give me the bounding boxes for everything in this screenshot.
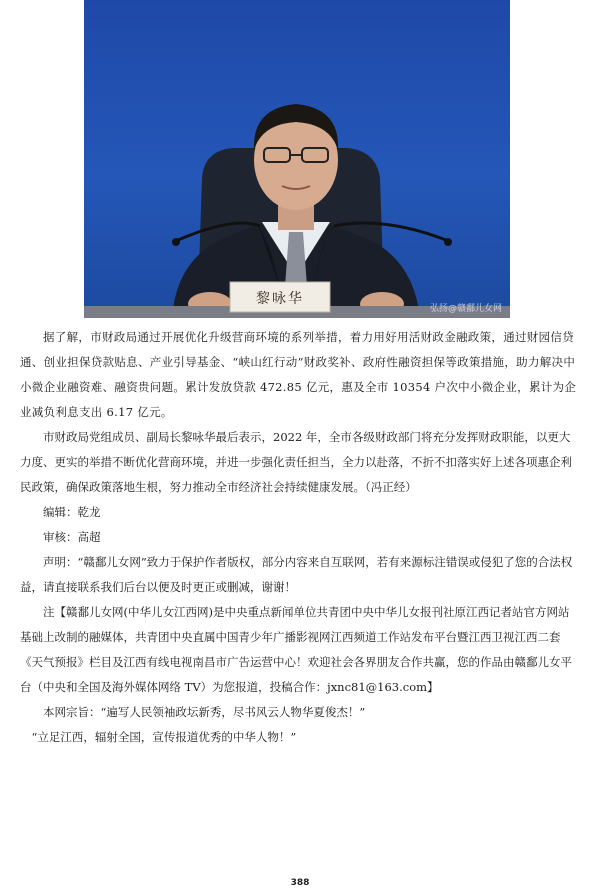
page-number: 388 (290, 878, 310, 888)
editor-line: 编辑：乾龙 (43, 505, 101, 519)
site-note: 注【赣鄱儿女网(中华儿女江西网)是中央重点新闻单位共青团中央中华儿女报刊社原江西记者站官方网站基础上改制的融媒体，共青团中央直属中国青少年广播影视网江西频道工作站发布平台暨江西卫视江西二套《天气预报》栏目及江西有线电视南昌市广告运营中心！欢迎社会各界朋友合作共赢，您的作品由赣鄱儿女平台（中央和全国及海外媒体网络 TV）为您报道，投稿合作：jxnc81@163.com】 (20, 605, 572, 694)
site-tenet: 本网宗旨：“遍写人民领袖政坛新秀，尽书风云人物华夏俊杰！” (43, 705, 366, 719)
reviewer-line: 审核：高超 (43, 530, 101, 544)
paragraph-closing: 市财政局党组成员、副局长黎咏华最后表示，2022 年，全市各级财政部门将充分发挥财政职能，以更大力度、更实的举措不断优化营商环境，并进一步强化责任担当，全力以赴落，不折不扣落实好上述各项惠企利民政策，确保政策落地生根，努力推动全市经济社会持续健康发展。（冯正经） (20, 430, 572, 494)
site-slogan: “立足江西，辐射全国，宣传报道优秀的中华人物！” (31, 730, 297, 744)
nameplate-text: 黎咏华 (256, 291, 304, 307)
paragraph-loans: 据了解，市财政局通过开展优化升级营商环境的系列举措，着力用好用活财政金融政策，通过财园信贷通、创业担保贷款贴息、产业引导基金、“峡山红行动”财政奖补、政府性融资担保等政策措施，助力解决中小微企业融资难、融资贵问题。累计发放贷款 472.85 亿元，惠及全市 10354 户次中小微企业，累计为企业减负利息支出 6.17 亿元。 (20, 330, 577, 419)
photo-caption: 弘扬@赣鄱儿女网 (429, 304, 502, 314)
article-body (20, 325, 580, 750)
copyright-statement: 声明：“赣鄱儿女网”致力于保护作者版权，部分内容来自互联网，若有来源标注错误或侵犯了您的合法权益，请直接联系我们后台以便及时更正或删减，谢谢！ (20, 555, 573, 594)
speaker-illustration (84, 0, 510, 318)
speaker-photo (84, 0, 510, 318)
